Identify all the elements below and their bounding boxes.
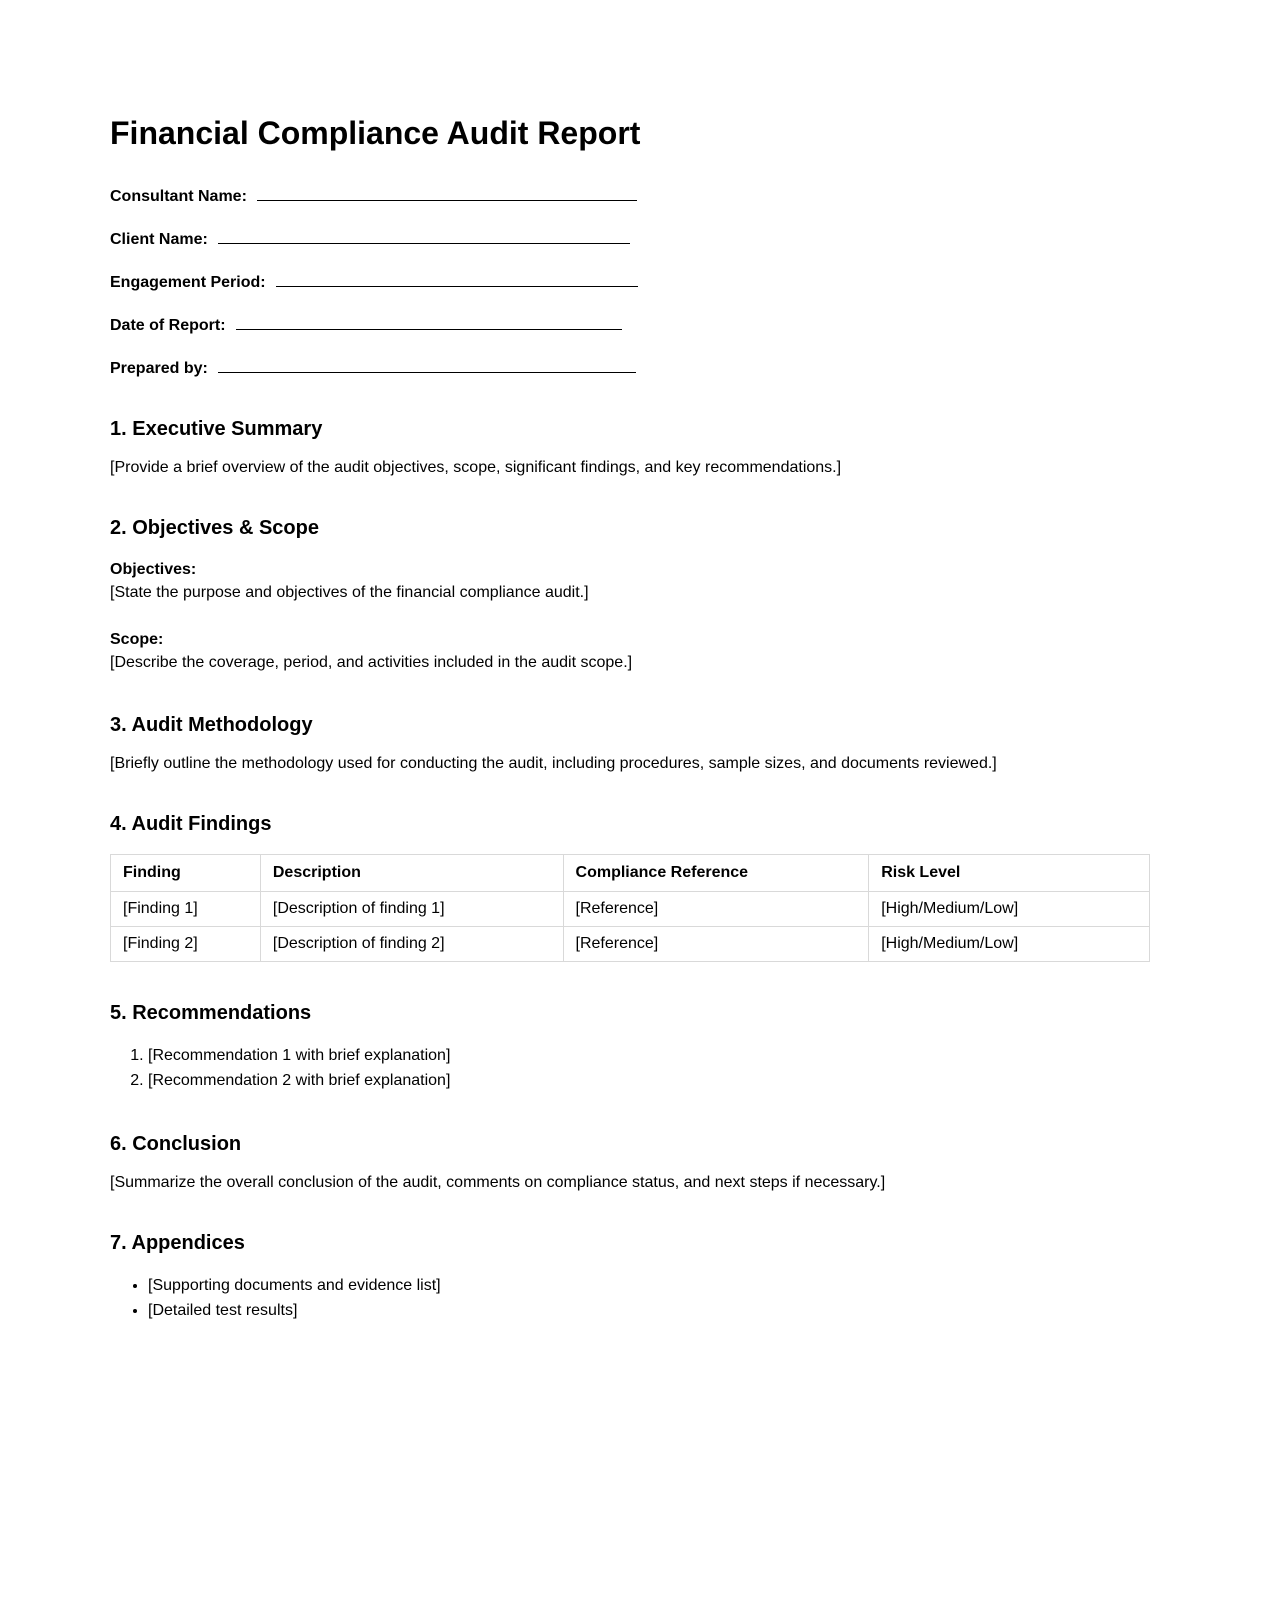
table-row xyxy=(111,891,1150,926)
field-consultant-name-label: Consultant Name: xyxy=(110,187,247,205)
finding-2-risk-level: [High/Medium/Low] xyxy=(869,926,1150,961)
field-date-of-report-blank xyxy=(236,315,622,330)
section-audit-methodology xyxy=(110,714,1150,773)
scope-block xyxy=(110,628,1150,674)
scope-text: [Describe the coverage, period, and activities included in the audit scope.] xyxy=(110,653,633,671)
list-item: • [Supporting documents and evidence list] xyxy=(148,1273,1150,1298)
field-client-name-label: Client Name: xyxy=(110,230,208,248)
field-consultant-name xyxy=(110,186,1150,206)
findings-header-risk-level: Risk Level xyxy=(869,854,1150,891)
section-heading-conclusion: 6. Conclusion xyxy=(110,1132,242,1155)
section-heading-appendices: 7. Appendices xyxy=(110,1231,245,1254)
scope-label: Scope: xyxy=(110,630,164,648)
appendices-list xyxy=(110,1273,1150,1323)
recommendations-list xyxy=(110,1043,1150,1093)
findings-header-finding: Finding xyxy=(111,854,261,891)
list-item: 1. [Recommendation 1 with brief explanation] xyxy=(148,1043,1150,1068)
finding-1-description: [Description of finding 1] xyxy=(260,891,563,926)
finding-2-reference: [Reference] xyxy=(563,926,869,961)
field-prepared-by-label: Prepared by: xyxy=(110,359,208,377)
section-conclusion xyxy=(110,1133,1150,1192)
section-heading-objectives-scope: 2. Objectives & Scope xyxy=(110,516,319,539)
field-prepared-by xyxy=(110,358,1150,378)
section-audit-findings xyxy=(110,813,1150,962)
findings-table xyxy=(110,854,1150,962)
objectives-block xyxy=(110,558,1150,604)
finding-1-reference: [Reference] xyxy=(563,891,869,926)
findings-table-header-row xyxy=(111,854,1150,891)
list-item: 2. [Recommendation 2 with brief explanation] xyxy=(148,1068,1150,1093)
section-heading-audit-methodology: 3. Audit Methodology xyxy=(110,713,313,736)
finding-2-name: [Finding 2] xyxy=(111,926,261,961)
field-engagement-period-blank xyxy=(276,272,638,287)
finding-2-description: [Description of finding 2] xyxy=(260,926,563,961)
section-appendices xyxy=(110,1232,1150,1323)
field-consultant-name-blank xyxy=(257,186,637,201)
field-client-name xyxy=(110,229,1150,249)
field-engagement-period-label: Engagement Period: xyxy=(110,273,266,291)
section-executive-summary xyxy=(110,418,1150,477)
table-row xyxy=(111,926,1150,961)
executive-summary-text: [Provide a brief overview of the audit objectives, scope, significant findings, and key recommendations.] xyxy=(110,458,842,476)
findings-header-compliance-reference: Compliance Reference xyxy=(563,854,869,891)
field-date-of-report-label: Date of Report: xyxy=(110,316,226,334)
section-objectives-scope xyxy=(110,517,1150,674)
section-heading-recommendations: 5. Recommendations xyxy=(110,1001,312,1024)
audit-methodology-text: [Briefly outline the methodology used for conducting the audit, including procedures, sample sizes, and documents reviewed.] xyxy=(110,754,997,772)
objectives-label: Objectives: xyxy=(110,560,197,578)
section-recommendations xyxy=(110,1002,1150,1093)
page-title: Financial Compliance Audit Report xyxy=(110,115,641,151)
conclusion-text: [Summarize the overall conclusion of the audit, comments on compliance status, and next steps if necessary.] xyxy=(110,1173,886,1191)
findings-header-description: Description xyxy=(260,854,563,891)
section-heading-audit-findings: 4. Audit Findings xyxy=(110,812,272,835)
list-item: • [Detailed test results] xyxy=(148,1298,1150,1323)
objectives-text: [State the purpose and objectives of the financial compliance audit.] xyxy=(110,583,589,601)
finding-1-name: [Finding 1] xyxy=(111,891,261,926)
field-engagement-period xyxy=(110,272,1150,292)
field-prepared-by-blank xyxy=(218,358,636,373)
field-date-of-report xyxy=(110,315,1150,335)
section-heading-executive-summary: 1. Executive Summary xyxy=(110,417,323,440)
field-client-name-blank xyxy=(218,229,630,244)
finding-1-risk-level: [High/Medium/Low] xyxy=(869,891,1150,926)
